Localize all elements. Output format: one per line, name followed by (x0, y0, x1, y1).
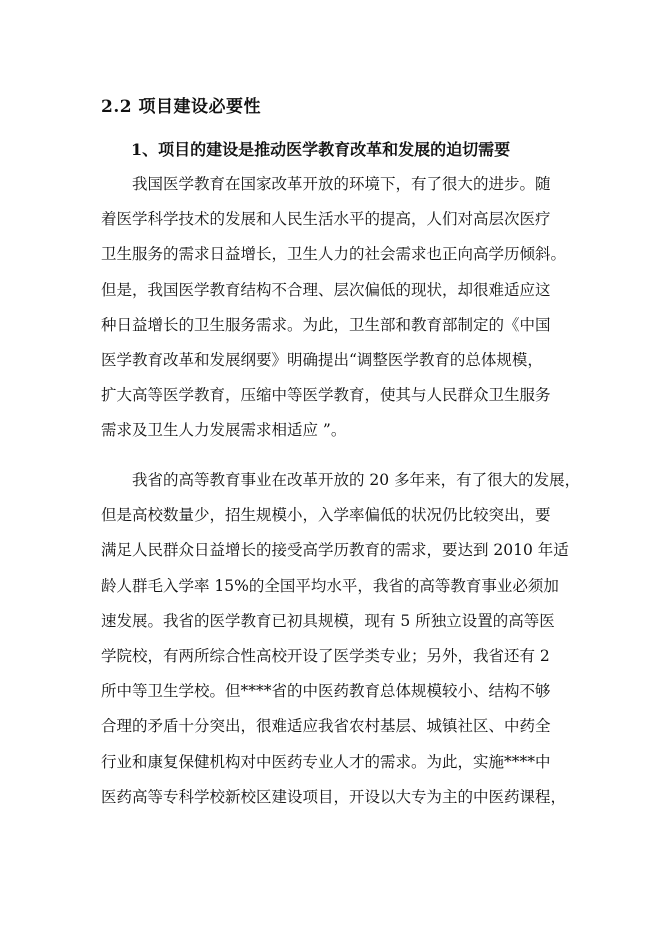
text-line: 种日益增长的卫生服务需求。为此，卫生部和教育部制定的《中国 (101, 315, 551, 334)
text-line: 需求及卫生人力发展需求相适应 ”。 (101, 421, 347, 440)
text-line: 速发展。我省的医学教育已初具规模，现有 5 所独立设置的高等医 (101, 611, 555, 630)
text-line: 龄人群毛入学率 15%的全国平均水平，我省的高等教育事业必须加 (101, 576, 559, 595)
section-heading: 2.2 项目建设必要性 (101, 97, 261, 117)
text-line: 卫生服务的需求日益增长，卫生人力的社会需求也正向高学历倾斜。 (101, 245, 567, 264)
text-line: 医药高等专科学校新校区建设项目，开设以大专为主的中医药课程， (101, 787, 567, 806)
text-line: 我国医学教育在国家改革开放的环境下，有了很大的进步。随 (132, 175, 551, 193)
text-line: 满足人民群众日益增长的接受高学历教育的需求，要达到 2010 年适 (101, 541, 569, 560)
text-line: 行业和康复保健机构对中医药专业人才的需求。为此，实施****中 (101, 752, 551, 771)
text-line: 所中等卫生学校。但****省的中医药教育总体规模较小、结构不够 (101, 682, 551, 701)
text-line: 但是高校数量少，招生规模小，入学率偏低的状况仍比较突出，要 (101, 506, 551, 525)
text-line: 但是，我国医学教育结构不合理、层次偏低的现状，却很难适应这 (101, 280, 551, 299)
text-line: 着医学科学技术的发展和人民生活水平的提高，人们对高层次医疗 (101, 210, 551, 229)
text-line: 医学教育改革和发展纲要》明确提出“调整医学教育的总体规模， (101, 351, 543, 370)
sub-heading: 1、项目的建设是推动医学教育改革和发展的迫切需要 (131, 140, 511, 159)
text-line: 学院校，有两所综合性高校开设了医学类专业；另外，我省还有 2 (101, 647, 550, 666)
paragraph-2 (101, 463, 581, 815)
text-line: 合理的矛盾十分突出，很难适应我省农村基层、城镇社区、中药全 (101, 717, 551, 736)
text-line: 扩大高等医学教育，压缩中等医学教育，使其与人民群众卫生服务 (101, 386, 551, 405)
text-line: 我省的高等教育事业在改革开放的 20 多年来，有了很大的发展， (132, 471, 581, 489)
paragraph-1 (101, 167, 581, 449)
